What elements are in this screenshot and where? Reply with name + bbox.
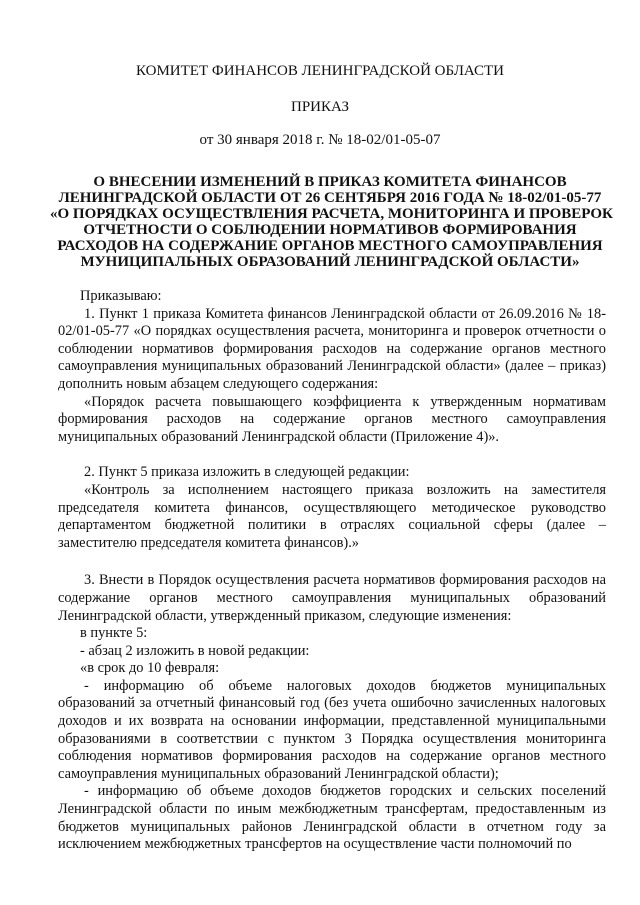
title-line: ОТЧЕТНОСТИ О СОБЛЮДЕНИИ НОРМАТИВОВ ФОРМИРОВАНИЯ [83, 222, 577, 238]
paragraph-3-item: в пункте 5: [80, 625, 148, 642]
title-line: О ВНЕСЕНИИ ИЗМЕНЕНИЙ В ПРИКАЗ КОМИТЕТА ФИНАНСОВ [93, 174, 567, 190]
paragraph-3-subitem: - информацию об объеме налоговых доходов бюджетов муниципальных образований за отчетный финансовый год (без учета ошибочно зачисленных налоговых доходов и их возврата на основании информации, представленной муниципальными образованиями в соответствии с пунктом 3 Порядка осуществления мониторинга соблюдения нормативов формирования расходов на содержание органов местного самоуправления муниципальных образований Ленинградской области); [58, 677, 606, 782]
paragraph-3-subitem: - информацию об объеме доходов бюджетов городских и сельских поселений Ленинградской области по иным межбюджетным трансфертам, предоставленным из бюджетов муниципальных районов Ленинградской области в отчетном году за исключением межбюджетных трансфертов на осуществление части полномочий по [58, 783, 606, 853]
title-line: «О ПОРЯДКАХ ОСУЩЕСТВЛЕНИЯ РАСЧЕТА, МОНИТОРИНГА И ПРОВЕРОК [50, 206, 613, 222]
paragraph-3-item: - абзац 2 изложить в новой редакции: [80, 642, 310, 659]
order-intro: Приказываю: [80, 288, 162, 304]
paragraph-3: 3. Внести в Порядок осуществления расчета нормативов формирования расходов на содержание органов местного самоуправления муниципальных образований Ленинградской области, утвержденный приказом, следующие изменения: [58, 572, 606, 624]
paragraph-1-quote: «Порядок расчета повышающего коэффициента к утвержденным нормативам формирования расходов на содержание органов местного самоуправления муниципальных образований Ленинградской области (Приложение 4)». [58, 393, 606, 445]
paragraph-1: 1. Пункт 1 приказа Комитета финансов Ленинградской области от 26.09.2016 № 18-02/01-05-77 «О порядках осуществления расчета, мониторинга и проверок отчетности о соблюдении нормативов формирования расходов на содержание органов местного самоуправления муниципальных образований Ленинградской области» (далее – приказ) дополнить новым абзацем следующего содержания: [58, 305, 606, 392]
paragraph-2: 2. Пункт 5 приказа изложить в следующей редакции: [84, 464, 410, 481]
title-line: РАСХОДОВ НА СОДЕРЖАНИЕ ОРГАНОВ МЕСТНОГО САМОУПРАВЛЕНИЯ [57, 238, 603, 254]
document-type: ПРИКАЗ [291, 99, 349, 115]
document-body [58, 288, 606, 854]
organization-name: КОМИТЕТ ФИНАНСОВ ЛЕНИНГРАДСКОЙ ОБЛАСТИ [135, 63, 505, 79]
title-line: МУНИЦИПАЛЬНЫХ ОБРАЗОВАНИЙ ЛЕНИНГРАДСКОЙ ОБЛАСТИ» [80, 254, 580, 270]
title-line: ЛЕНИНГРАДСКОЙ ОБЛАСТИ ОТ 26 СЕНТЯБРЯ 2016 ГОДА № 18-02/01-05-77 [58, 190, 602, 206]
document-title [50, 174, 613, 270]
document-date-number: от 30 января 2018 г. № 18-02/01-05-07 [199, 132, 441, 148]
paragraph-3-item: «в срок до 10 февраля: [80, 660, 220, 677]
paragraph-2-quote: «Контроль за исполнением настоящего приказа возложить на заместителя председателя комитета финансов, осуществляющего методическое руководство департаментом бюджетной политики в отраслях социальной сферы (далее – заместителю председателя комитета финансов).» [58, 481, 606, 551]
